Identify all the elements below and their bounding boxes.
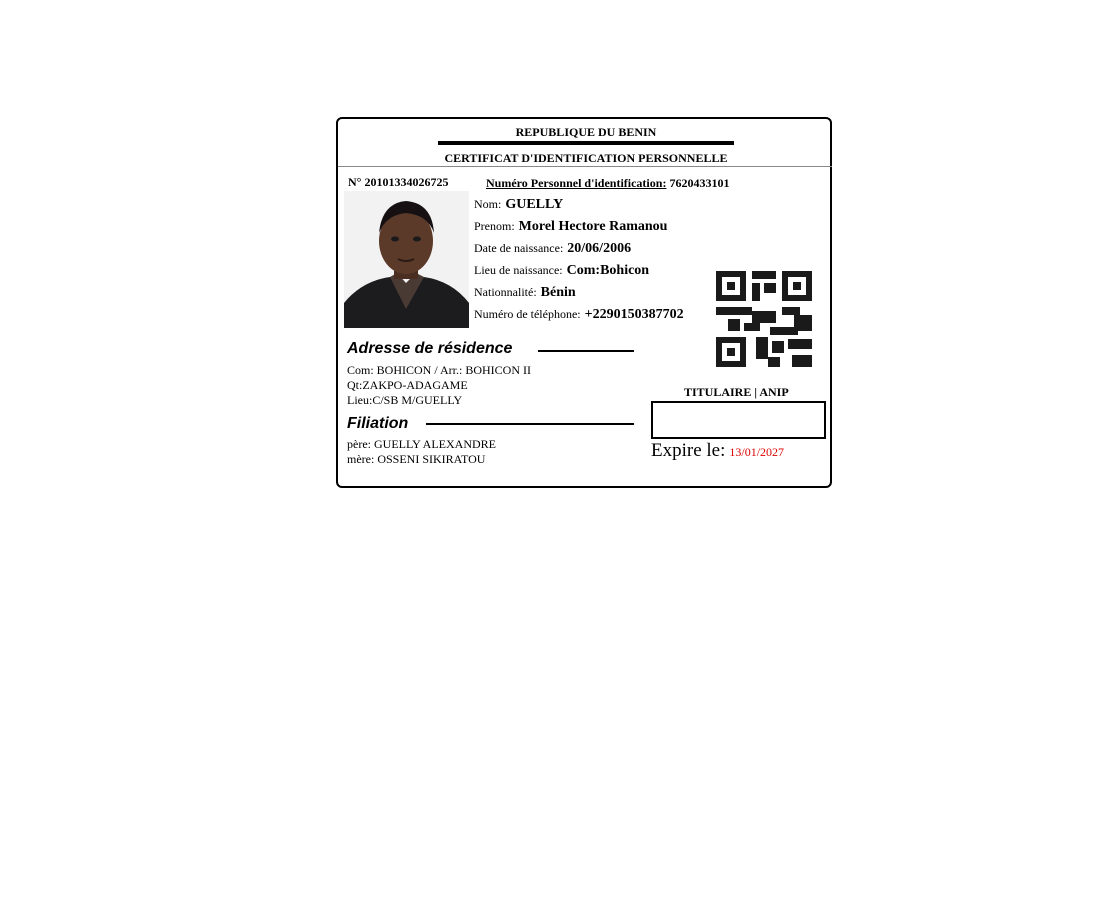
nom-value: GUELLY <box>505 197 564 212</box>
portrait-image <box>344 191 469 328</box>
birth-place-row <box>474 261 649 279</box>
residence-line-1: Com: BOHICON / Arr.: BOHICON II <box>347 363 532 377</box>
signature-box <box>651 401 826 439</box>
residence-title: Adresse de résidence <box>347 340 513 357</box>
nationality-label: Nationnalité: <box>474 285 537 299</box>
residence-line-2: Qt:ZAKPO-ADAGAME <box>347 378 468 392</box>
residence-line-3: Lieu:C/SB M/GUELLY <box>347 393 463 407</box>
nom-row <box>474 195 563 213</box>
nom-label: Nom: <box>474 197 502 211</box>
document-title: CERTIFICAT D'IDENTIFICATION PERSONNELLE <box>444 151 728 165</box>
signature-label: TITULAIRE | ANIP <box>684 385 789 399</box>
npi-label: Numéro Personnel d'identification: <box>486 176 667 190</box>
father-name: père: GUELLY ALEXANDRE <box>347 437 496 451</box>
phone-value: +2290150387702 <box>584 307 684 322</box>
expiry-value: 13/01/2027 <box>729 445 785 459</box>
filiation-title: Filiation <box>347 415 409 432</box>
phone-row <box>474 305 684 323</box>
birth-date-label: Date de naissance: <box>474 241 564 255</box>
card-number: N° 20101334026725 <box>348 175 449 189</box>
mother-name: mère: OSSENI SIKIRATOU <box>347 452 486 466</box>
id-certificate-card <box>336 117 832 488</box>
nationality-row <box>474 283 576 301</box>
npi-row <box>486 176 729 191</box>
title-rule <box>438 141 734 145</box>
birth-date-value: 20/06/2006 <box>567 241 632 256</box>
birth-place-label: Lieu de naissance: <box>474 263 563 277</box>
prenom-value: Morel Hectore Ramanou <box>518 219 668 234</box>
birth-date-row <box>474 239 631 257</box>
qr-code <box>716 271 812 367</box>
birth-place-value: Com:Bohicon <box>566 263 650 278</box>
nationality-value: Bénin <box>540 285 576 300</box>
prenom-row <box>474 217 667 235</box>
phone-label: Numéro de téléphone: <box>474 307 581 321</box>
residence-title-rule <box>538 350 634 352</box>
expiry-row <box>651 440 784 462</box>
header-divider <box>338 166 832 167</box>
holder-photo <box>344 191 469 328</box>
expiry-label: Expire le: <box>651 440 726 461</box>
prenom-label: Prenom: <box>474 219 515 233</box>
npi-value: 7620433101 <box>669 176 730 190</box>
filiation-title-rule <box>426 423 634 425</box>
country-title: REPUBLIQUE DU BENIN <box>515 125 657 139</box>
